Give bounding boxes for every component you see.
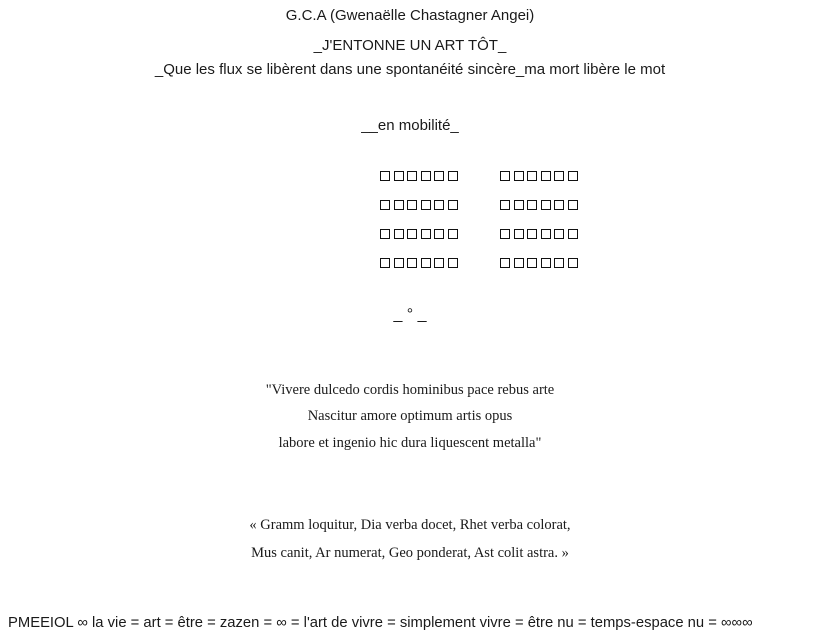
missing-glyph-box-icon	[434, 200, 444, 210]
missing-glyph-box-icon	[541, 200, 551, 210]
trivium-quote-line-2: Mus canit, Ar numerat, Geo ponderat, Ast colit astra. »	[251, 545, 569, 561]
section-heading: __en mobilité_	[361, 117, 459, 134]
missing-glyph-grid	[380, 171, 590, 287]
missing-glyph-box-icon	[380, 258, 390, 268]
glyph-row	[380, 171, 590, 200]
missing-glyph-box-icon	[527, 258, 537, 268]
missing-glyph-box-icon	[434, 258, 444, 268]
poem-subtitle: _Que les flux se libèrent dans une spontanéité sincère_ma mort libère le mot	[154, 61, 666, 78]
glyph-row	[380, 258, 590, 287]
missing-glyph-box-icon	[568, 258, 578, 268]
missing-glyph-box-icon	[568, 171, 578, 181]
missing-glyph-box-icon	[407, 229, 417, 239]
glyph-group	[500, 200, 581, 210]
missing-glyph-box-icon	[527, 171, 537, 181]
missing-glyph-box-icon	[407, 200, 417, 210]
missing-glyph-box-icon	[554, 200, 564, 210]
glyph-group	[380, 171, 461, 181]
missing-glyph-box-icon	[434, 229, 444, 239]
missing-glyph-box-icon	[500, 200, 510, 210]
missing-glyph-box-icon	[527, 229, 537, 239]
missing-glyph-box-icon	[394, 229, 404, 239]
glyph-group	[380, 258, 461, 268]
footer-equation: PMEEIOL ∞ la vie = art = être = zazen = ∞ = l'art de vivre = simplement vivre = être nu = temps-espace nu = ∞∞∞	[8, 615, 753, 631]
missing-glyph-box-icon	[527, 200, 537, 210]
missing-glyph-box-icon	[448, 200, 458, 210]
missing-glyph-box-icon	[407, 258, 417, 268]
missing-glyph-box-icon	[448, 258, 458, 268]
glyph-row	[380, 200, 590, 229]
missing-glyph-box-icon	[421, 200, 431, 210]
glyph-group	[500, 258, 581, 268]
missing-glyph-box-icon	[500, 258, 510, 268]
missing-glyph-box-icon	[568, 229, 578, 239]
latin-quote-line-2: Nascitur amore optimum artis opus	[307, 408, 513, 424]
missing-glyph-box-icon	[500, 171, 510, 181]
missing-glyph-box-icon	[421, 171, 431, 181]
missing-glyph-box-icon	[568, 200, 578, 210]
missing-glyph-box-icon	[541, 171, 551, 181]
missing-glyph-box-icon	[394, 171, 404, 181]
missing-glyph-box-icon	[541, 229, 551, 239]
missing-glyph-box-icon	[407, 171, 417, 181]
missing-glyph-box-icon	[434, 171, 444, 181]
missing-glyph-box-icon	[554, 171, 564, 181]
missing-glyph-box-icon	[514, 229, 524, 239]
glyph-row	[380, 229, 590, 258]
missing-glyph-box-icon	[394, 200, 404, 210]
poem-title: _J'ENTONNE UN ART TÔT_	[313, 37, 507, 54]
glyph-group	[380, 200, 461, 210]
glyph-group	[500, 171, 581, 181]
missing-glyph-box-icon	[514, 171, 524, 181]
separator: _ ° _	[393, 306, 427, 323]
missing-glyph-box-icon	[541, 258, 551, 268]
author-line: G.C.A (Gwenaëlle Chastagner Angei)	[285, 7, 535, 24]
glyph-group	[500, 229, 581, 239]
glyph-group	[380, 229, 461, 239]
missing-glyph-box-icon	[554, 258, 564, 268]
missing-glyph-box-icon	[554, 229, 564, 239]
missing-glyph-box-icon	[514, 200, 524, 210]
missing-glyph-box-icon	[394, 258, 404, 268]
trivium-quote-line-1: « Gramm loquitur, Dia verba docet, Rhet verba colorat,	[249, 517, 571, 533]
missing-glyph-box-icon	[380, 229, 390, 239]
latin-quote-line-1: "Vivere dulcedo cordis hominibus pace rebus arte	[265, 382, 555, 398]
missing-glyph-box-icon	[514, 258, 524, 268]
missing-glyph-box-icon	[380, 171, 390, 181]
missing-glyph-box-icon	[500, 229, 510, 239]
missing-glyph-box-icon	[380, 200, 390, 210]
latin-quote-line-3: labore et ingenio hic dura liquescent metalla"	[278, 435, 542, 451]
missing-glyph-box-icon	[448, 229, 458, 239]
missing-glyph-box-icon	[421, 229, 431, 239]
missing-glyph-box-icon	[448, 171, 458, 181]
missing-glyph-box-icon	[421, 258, 431, 268]
